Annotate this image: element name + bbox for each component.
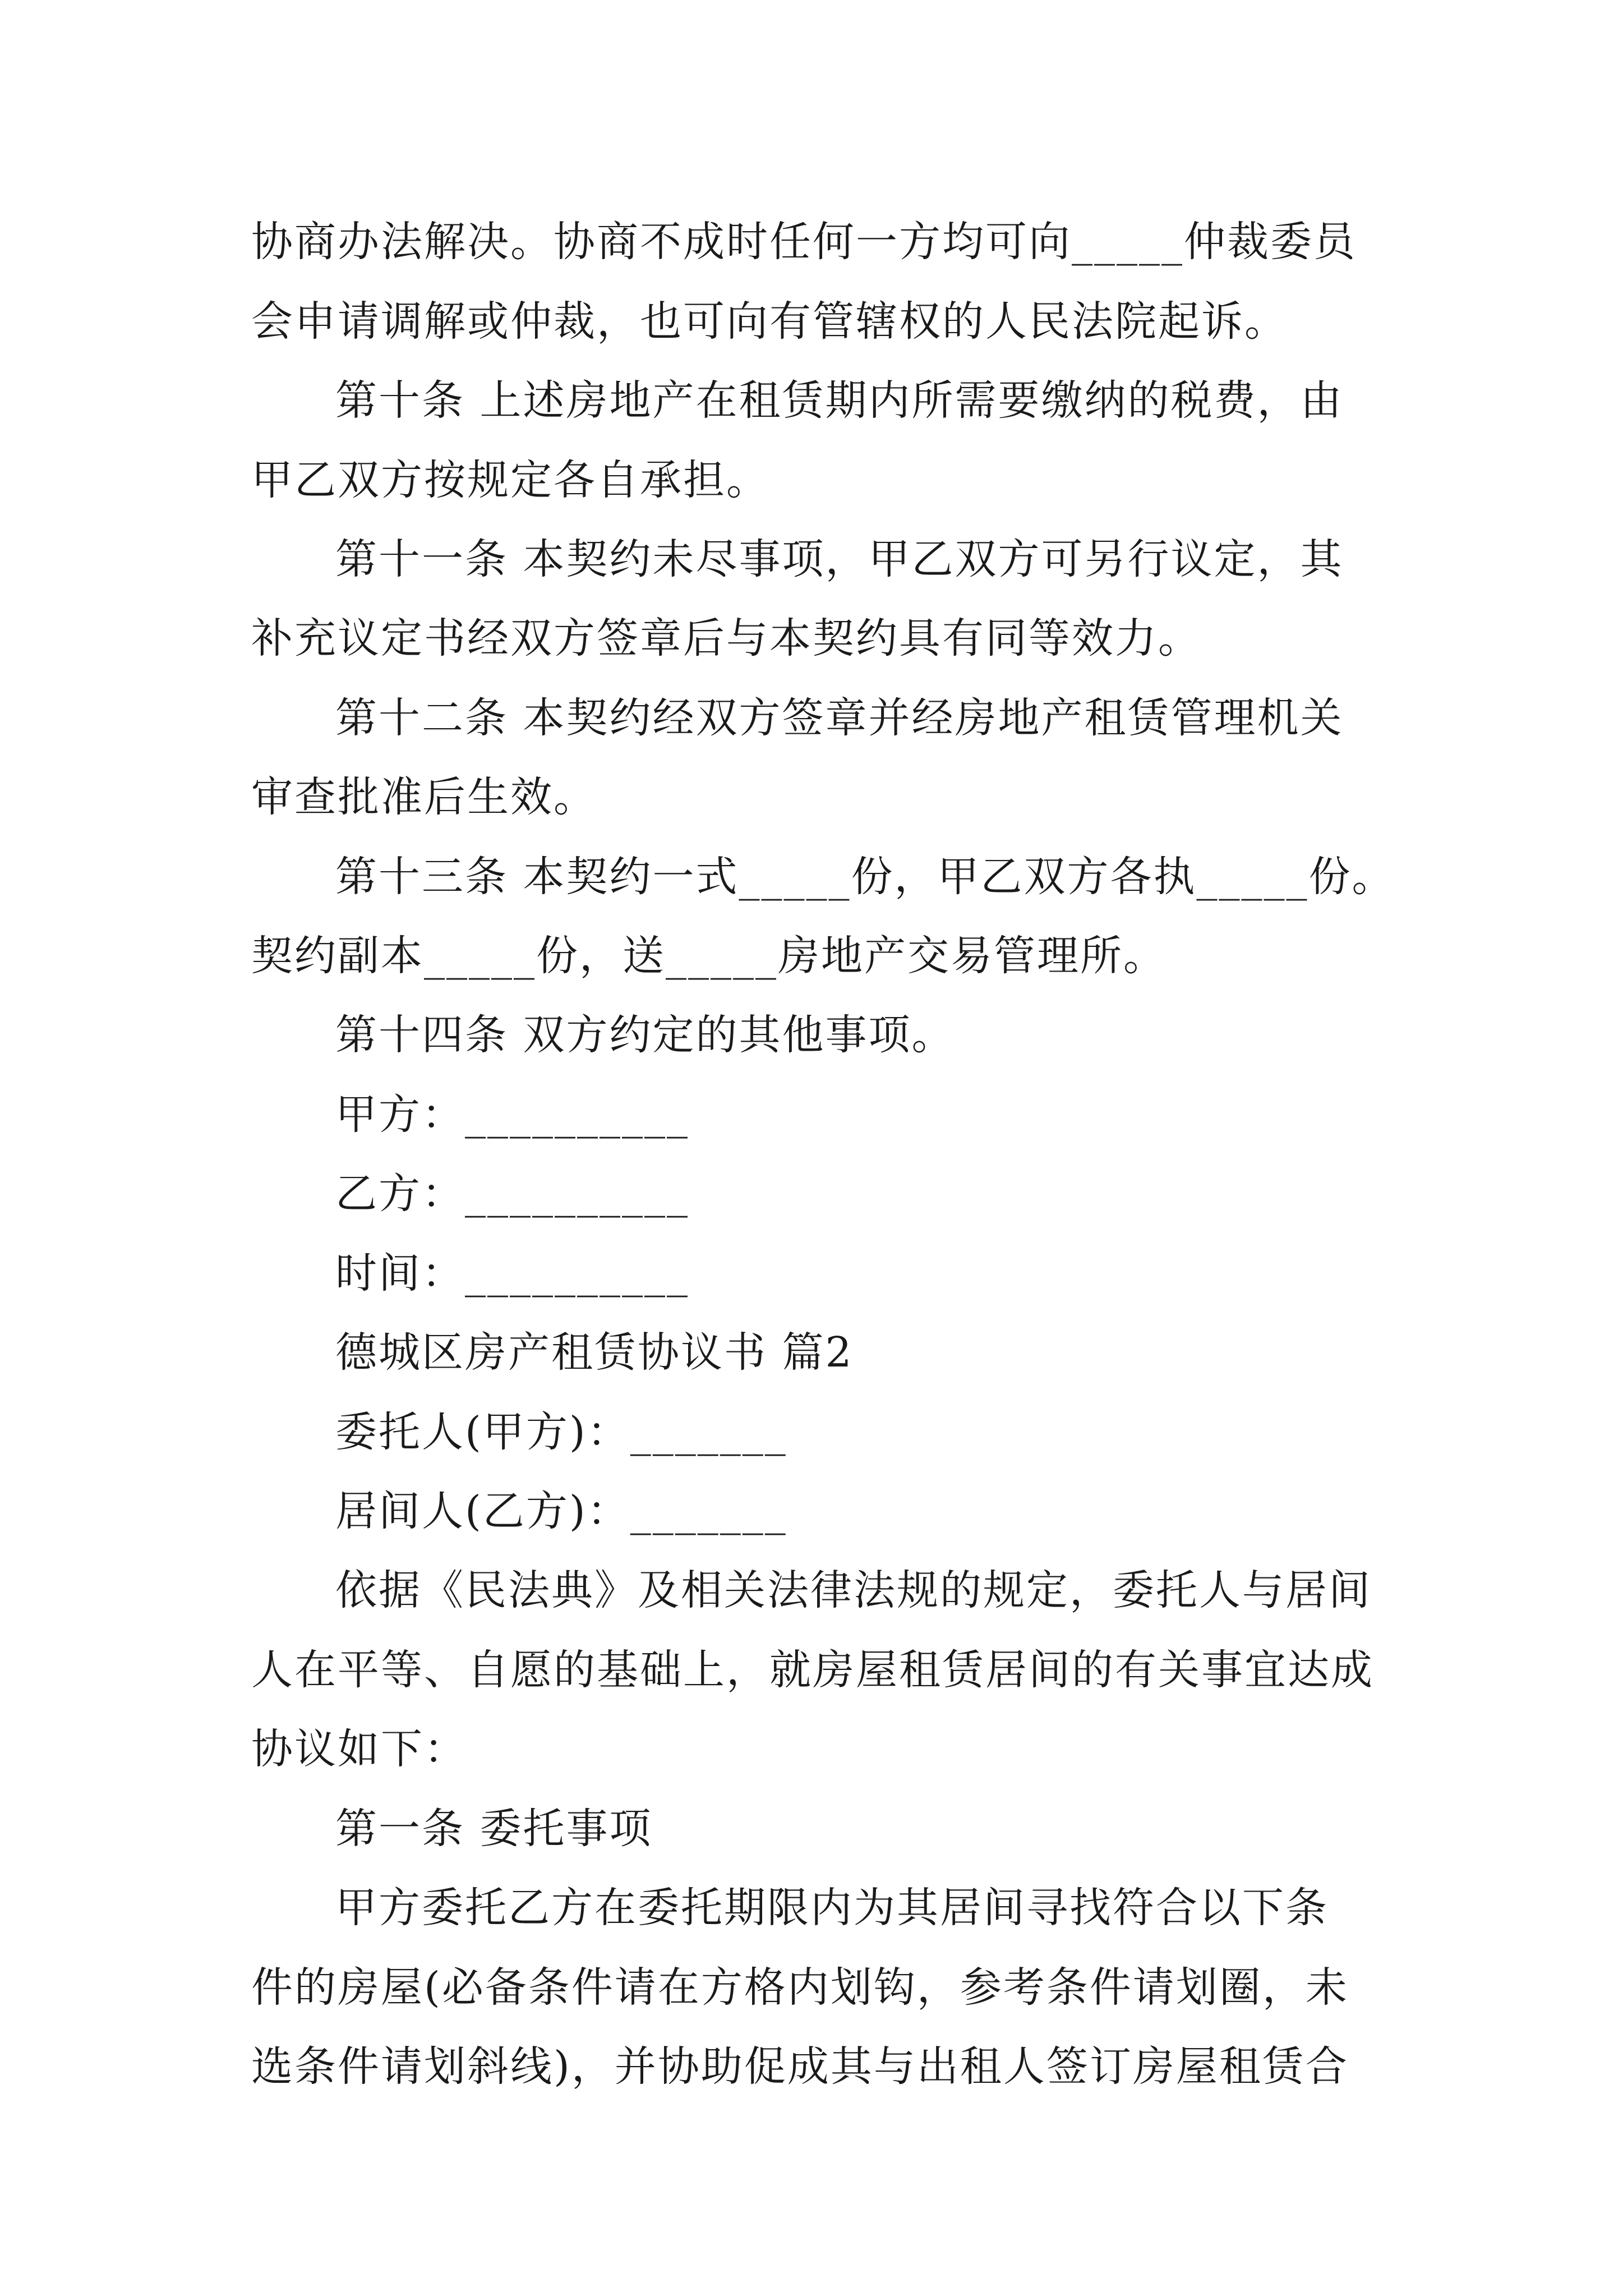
intermediary-line: 居间人(乙方)：_______ [335,1487,787,1535]
text-line: 补充议定书经双方签章后与本契约具有同等效力。 [251,614,1201,662]
article-11-line: 第十一条 本契约未尽事项，甲乙双方可另行议定，其 [335,535,1344,583]
text-line: 会申请调解或仲裁，也可向有管辖权的人民法院起诉。 [251,297,1288,346]
principal-line: 委托人(甲方)：_______ [335,1408,787,1456]
party-b-signature-line: 乙方：__________ [335,1170,689,1218]
intro-paragraph-line: 依据《民法典》及相关法律法规的规定，委托人与居间 [335,1566,1372,1614]
text-line: 审查批准后生效。 [251,773,597,821]
text-line: 协议如下： [251,1725,467,1773]
article-10-line: 第十条 上述房地产在租赁期内所需要缴纳的税费，由 [335,376,1344,425]
party-a-signature-line: 甲方：__________ [335,1091,689,1139]
article-13-line: 第十三条 本契约一式_____份，甲乙双方各执_____份。 [335,853,1395,901]
article-1-heading: 第一条 委托事项 [335,1805,653,1853]
text-line: 契约副本_____份，送_____房地产交易管理所。 [251,932,1166,980]
text-line: 协商办法解决。协商不成时任何一方均可向_____仲裁委员 [251,218,1357,266]
article-14-line: 第十四条 双方约定的其他事项。 [335,1011,955,1059]
article-12-line: 第十二条 本契约经双方签章并经房地产租赁管理机关 [335,694,1344,742]
section-heading: 德城区房产租赁协议书 篇2 [335,1328,854,1377]
text-line: 件的房屋(必备条件请在方格内划钩，参考条件请划圈，未 [251,1963,1349,2012]
text-line: 人在平等、自愿的基础上，就房屋租赁居间的有关事宜达成 [251,1646,1374,1694]
text-line: 甲乙双方按规定各自承担。 [251,456,769,504]
date-line: 时间：__________ [335,1249,689,1297]
text-line: 选条件请划斜线)，并协助促成其与出租人签订房屋租赁合 [251,2042,1349,2091]
article-1-body-line: 甲方委托乙方在委托期限内为其居间寻找符合以下条 [335,1884,1329,1932]
